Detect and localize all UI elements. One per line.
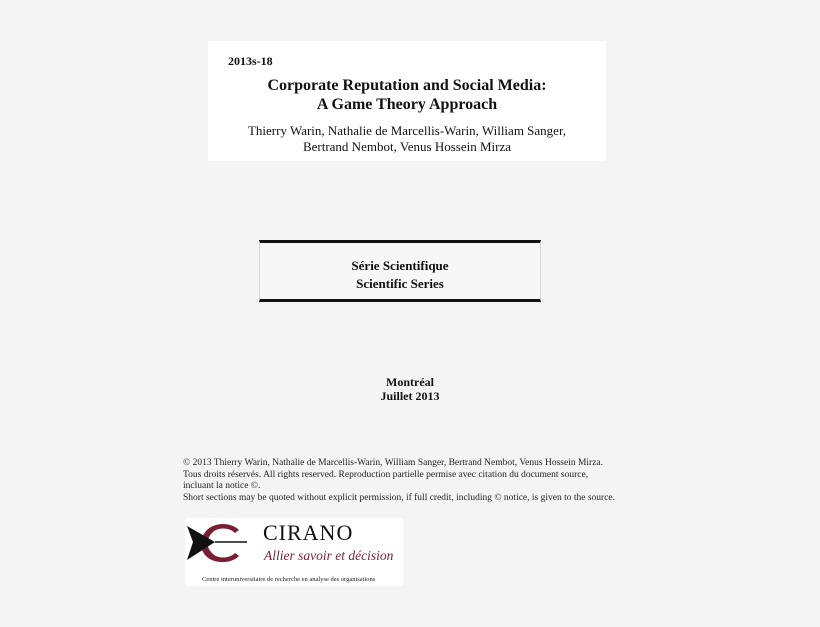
series-label-fr: Série Scientifique [351, 258, 449, 273]
series-box [259, 240, 541, 302]
copyright-line-2: Tous droits réservés. All rights reserved. Reproduction partielle permise avec citation du document source, [183, 469, 589, 480]
title-block [208, 41, 606, 161]
copyright-notice [183, 458, 653, 504]
copyright-line-1: © 2013 Thierry Warin, Nathalie de Marcellis-Warin, William Sanger, Bertrand Nembot, Venus Hossein Mirza. [183, 458, 604, 468]
city: Montréal [386, 375, 434, 389]
copyright-line-4: Short sections may be quoted without explicit permission, if full credit, including © notice, is given to the source. [183, 492, 615, 503]
place-date [310, 375, 510, 403]
publication-date: Juillet 2013 [380, 389, 440, 403]
paper-title-line-1: Corporate Reputation and Social Media: [267, 77, 547, 94]
report-id: 2013s-18 [228, 54, 273, 68]
cirano-logo-mark-icon [185, 520, 249, 566]
series-label-en: Scientific Series [356, 276, 444, 291]
logo-name: CIRANO [263, 520, 354, 545]
copyright-line-3: incluant la notice ©. [183, 481, 261, 491]
logo-tagline: Allier savoir et décision [264, 548, 394, 563]
authors [208, 123, 606, 155]
logo-subtitle: Centre interuniversitaire de recherche en analyse des organisations [202, 576, 376, 583]
cirano-logo [185, 518, 403, 586]
paper-title-line-2: A Game Theory Approach [316, 96, 498, 113]
authors-line-2: Bertrand Nembot, Venus Hossein Mirza [302, 139, 512, 154]
authors-line-1: Thierry Warin, Nathalie de Marcellis-Warin, William Sanger, [247, 123, 567, 138]
paper-title [208, 76, 606, 114]
